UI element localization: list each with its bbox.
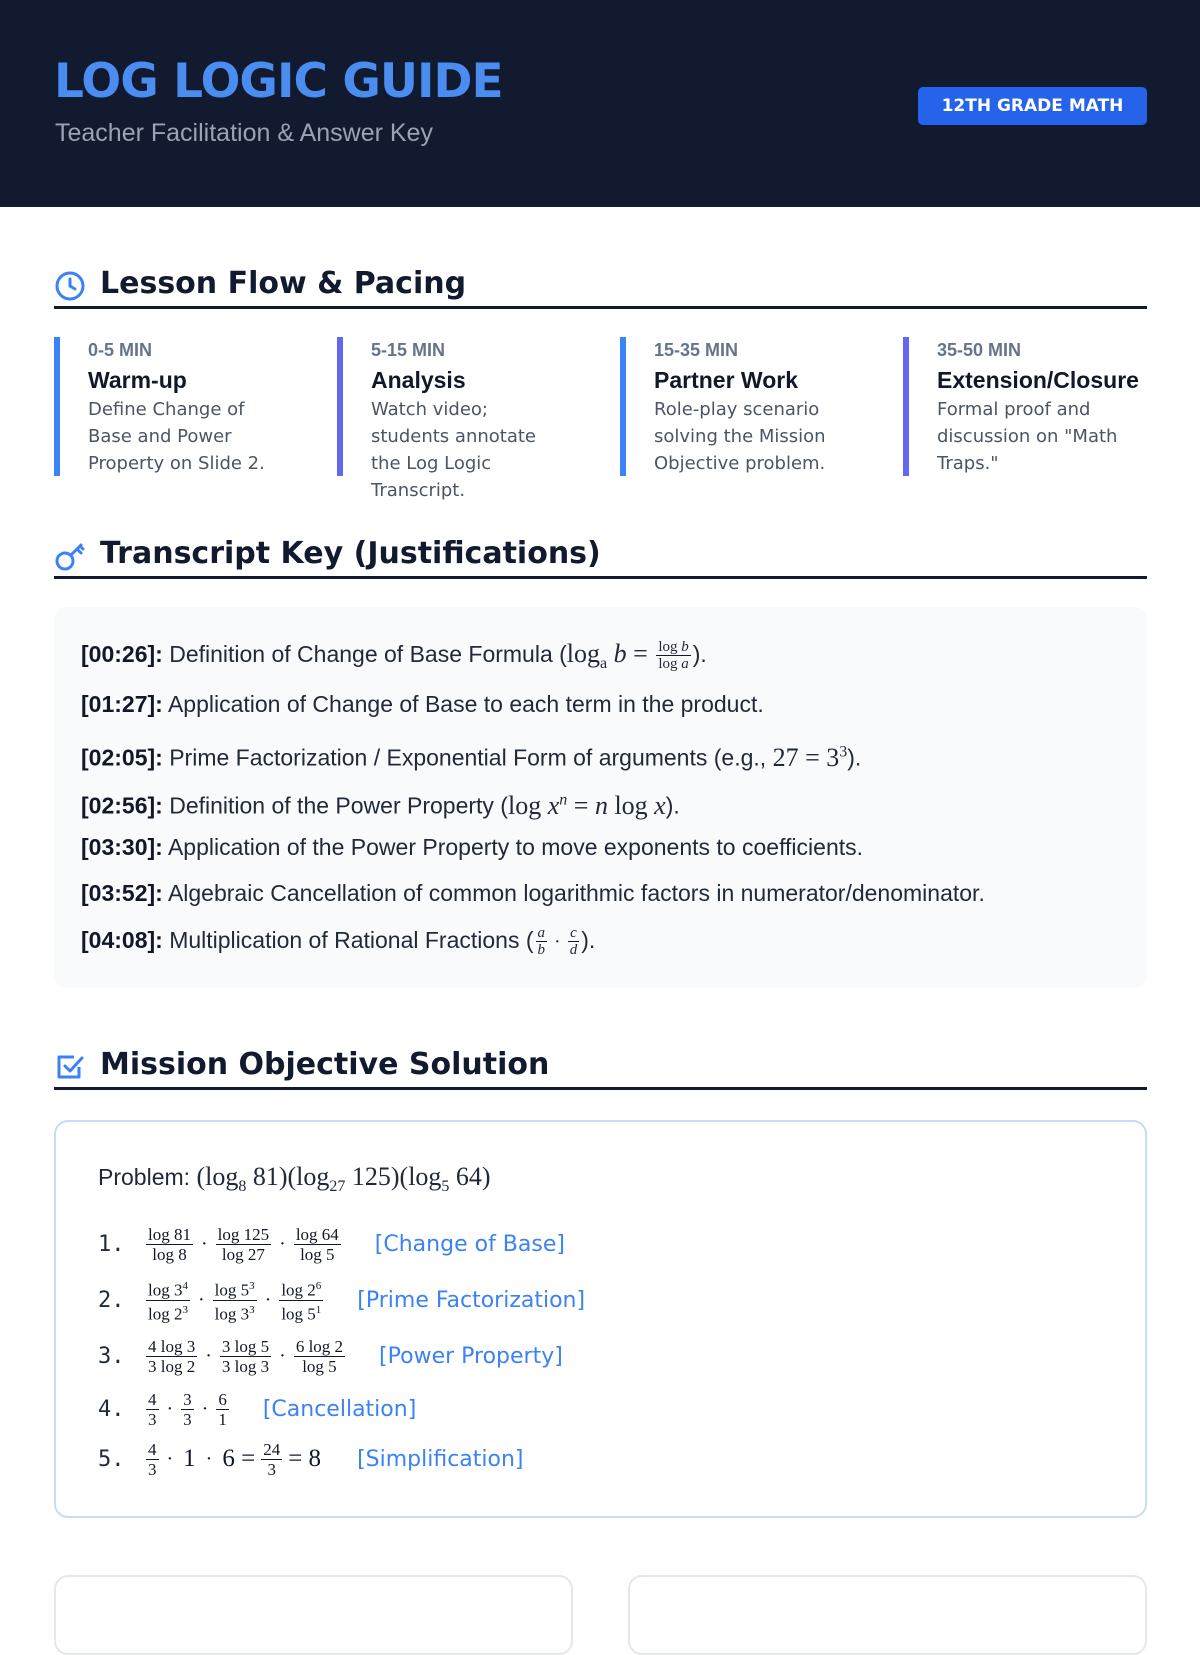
grade-badge: 12TH GRADE MATH	[918, 87, 1147, 125]
transcript-end: ).	[847, 744, 862, 771]
timestamp: [01:27]:	[81, 691, 163, 717]
flow-description: Formal proof and discussion on "Math Traps."	[937, 399, 1118, 474]
flow-description: Watch video; students annotate the Log Logic Transcript.	[371, 399, 536, 501]
transcript-line: [04:08]: Multiplication of Rational Fractions ( $\frac{a}{b}$ · $\frac{c}{d}$ ).	[81, 925, 596, 959]
timestamp: [02:05]:	[81, 744, 163, 771]
lesson-flow-heading	[54, 266, 1147, 309]
transcript-text: Definition of Change of Base Formula (	[169, 641, 567, 667]
flow-time: 0-5 MIN	[88, 340, 153, 360]
step-justification: [Change of Base]	[374, 1231, 565, 1257]
section-title: Transcript Key (Justifications)	[100, 536, 601, 571]
solution-step	[98, 1276, 585, 1324]
factorization-example: $27 = 3^3$	[772, 742, 848, 772]
step-number: 5.	[98, 1446, 125, 1472]
step-number: 4.	[98, 1396, 125, 1422]
step-justification: [Prime Factorization]	[357, 1287, 586, 1313]
transcript-end: ).	[665, 792, 680, 819]
solution-step	[98, 1220, 565, 1268]
timestamp: [02:56]:	[81, 792, 163, 819]
transcript-key-heading	[54, 536, 1147, 579]
timestamp: [03:52]:	[81, 880, 163, 906]
step-number: 2.	[98, 1287, 125, 1313]
timestamp: [00:26]:	[81, 641, 163, 667]
problem-statement	[98, 1162, 491, 1196]
transcript-text: Multiplication of Rational Fractions (	[169, 927, 534, 953]
power-property-formula: $\log x^n = n$ log x	[507, 790, 666, 820]
solution-step	[98, 1385, 416, 1433]
transcript-line	[81, 639, 707, 679]
step-justification: [Cancellation]	[262, 1396, 417, 1422]
transcript-line	[81, 689, 764, 719]
transcript-line	[81, 737, 861, 773]
transcript-text: Algebraic Cancellation of common logarithmic factors in numerator/denominator.	[167, 880, 985, 906]
flow-description: Role-play scenario solving the Mission Objective problem.	[654, 399, 826, 474]
fraction-a-b: $\frac{a}{b}$	[537, 925, 546, 959]
problem-label: Problem:	[98, 1164, 191, 1190]
solution-step	[98, 1435, 524, 1483]
page-title: LOG LOGIC GUIDE	[54, 54, 503, 109]
flow-title: Extension/Closure	[937, 367, 1139, 393]
step-number: 3.	[98, 1343, 125, 1369]
step-expression: $\frac{\log 3^4}{\log 2^3}$ · $\frac{\log 5^3}{\log 3^3}$ · $\frac{\log 2^6}{\log 5^1}$	[144, 1277, 325, 1323]
checkbox-icon	[54, 1051, 86, 1083]
clock-icon	[54, 270, 86, 302]
flow-title: Partner Work	[654, 367, 799, 393]
step-expression: $\frac{4}{3}$ · $\frac{3}{3}$ · $\frac{6}{1}$	[148, 1389, 227, 1429]
transcript-text: Application of the Power Property to move exponents to coefficients.	[167, 834, 864, 860]
transcript-key-panel	[54, 607, 1147, 988]
flow-time: 35-50 MIN	[937, 340, 1022, 360]
flow-step-analysis	[337, 337, 555, 501]
transcript-text: Prime Factorization / Exponential Form of arguments (e.g.,	[169, 744, 773, 771]
transcript-text: Definition of the Power Property (	[169, 792, 508, 819]
problem-expression: ($\log_8$ $81)(\log_{27}$ $125)(\log_5$ 64)	[196, 1162, 491, 1196]
transcript-line	[81, 878, 985, 908]
step-justification: [Power Property]	[379, 1343, 563, 1369]
transcript-line	[81, 785, 680, 821]
flow-step-warmup	[54, 337, 272, 476]
step-number: 1.	[98, 1231, 125, 1257]
page-subtitle: Teacher Facilitation & Answer Key	[55, 119, 433, 147]
flow-time: 15-35 MIN	[654, 340, 739, 360]
section-title: Mission Objective Solution	[100, 1047, 550, 1082]
step-expression: $\frac{4 \log 3}{3 \log 2}$ · $\frac{3 \log 5}{3 \log 3}$ · $\frac{6 \log 2}{\log 5}$	[148, 1336, 344, 1376]
flow-description: Define Change of Base and Power Property on Slide 2.	[88, 399, 265, 474]
transcript-text: Application of Change of Base to each term in the product.	[167, 691, 764, 717]
mission-heading	[54, 1047, 1147, 1090]
step-expression: $\frac{4}{3}$ · 1 · 6 = $\frac{24}{3}$ = 8	[148, 1439, 322, 1479]
flow-title: Warm-up	[88, 367, 187, 393]
flow-time: 5-15 MIN	[371, 340, 446, 360]
change-of-base-formula: $\log_a b$ =	[566, 639, 655, 673]
step-expression: $\frac{\log 81}{\log 8}$ · $\frac{\log 125}{\log 27}$ · $\frac{\log 64}{\log 5}$	[148, 1224, 339, 1264]
flow-title: Analysis	[371, 367, 466, 393]
bottom-card-right	[628, 1575, 1147, 1655]
transcript-end: ).	[692, 641, 707, 667]
transcript-line	[81, 832, 863, 862]
timestamp: [03:30]:	[81, 834, 163, 860]
solution-step	[98, 1332, 563, 1380]
transcript-end: ).	[581, 927, 596, 953]
flow-step-partner-work	[620, 337, 838, 476]
timestamp: [04:08]:	[81, 927, 163, 953]
bottom-card-left	[54, 1575, 573, 1655]
header	[0, 0, 1200, 207]
step-justification: [Simplification]	[357, 1446, 524, 1472]
key-icon	[54, 540, 86, 572]
section-title: Lesson Flow & Pacing	[100, 266, 467, 301]
flow-step-extension	[903, 337, 1147, 476]
solution-panel	[54, 1120, 1147, 1518]
formula-fraction: $\frac{\text{log b}}{\text{log a}}$	[658, 639, 689, 673]
fraction-c-d: $\frac{c}{d}$	[569, 925, 578, 959]
